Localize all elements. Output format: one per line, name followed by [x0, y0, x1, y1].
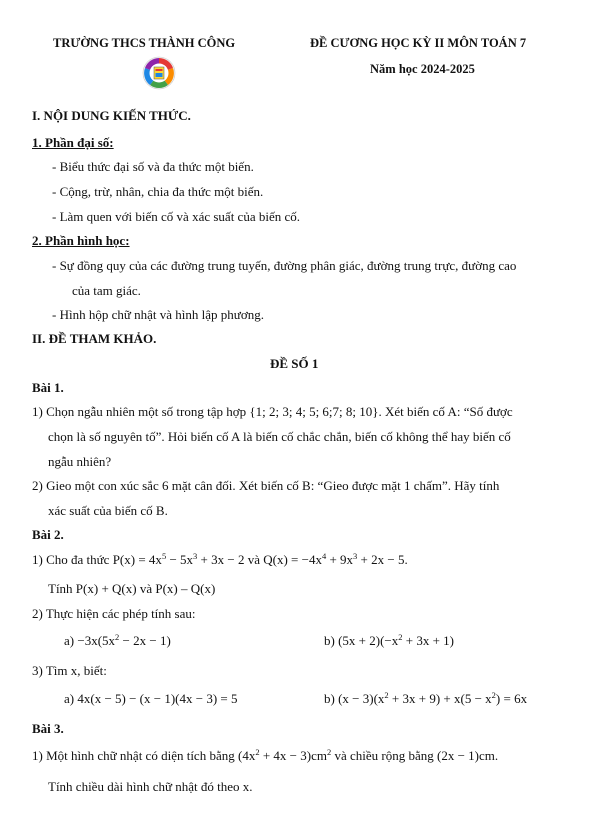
bai-3-q1-line — [32, 748, 498, 764]
bai-2-q3-label: 3) Tìm x, biết: — [32, 663, 107, 678]
expression-q2a: $-3x(5x^2 - 2x - 1)$ — [77, 632, 171, 648]
list-item: - Hình hộp chữ nhật và hình lập phương. — [52, 307, 264, 322]
bai-2-title: Bài 2. — [32, 527, 64, 542]
bai-1-q1-line1: 1) Chọn ngẫu nhiên một số trong tập hợp {1; 2; 3; 4; 5; 6;7; 8; 10}. Xét biến cố A: “Số được — [32, 404, 513, 419]
width-expression: (2x − 1) — [437, 748, 479, 763]
list-item: - Cộng, trừ, nhân, chia đa thức một biến. — [52, 184, 264, 199]
list-item: - Biểu thức đại số và đa thức một biến. — [52, 159, 254, 174]
bai-3-q1-prefix: 1) Một hình chữ nhật có diện tích bằng — [32, 748, 235, 763]
geometry-heading: 2. Phần hình học: — [32, 233, 130, 248]
bai-2-q1-line — [32, 552, 408, 568]
bai-2-q3b — [324, 691, 527, 707]
bai-1-q2-line1: 2) Gieo một con xúc sắc 6 mặt cân đối. Xét biến cố B: “Gieo được mặt 1 chấm”. Hãy tính — [32, 478, 500, 493]
bai-2-q2b-label: b) — [324, 633, 335, 648]
bai-2-q2-label: 2) Thực hiện các phép tính sau: — [32, 606, 196, 621]
polynomial-q: $Q(x) = -4x^4 + 9x^3 + 2x - 5$. — [263, 551, 408, 567]
bai-1-q2-line2: xác suất của biến cố B. — [48, 503, 168, 518]
expression-q2b: $(5x + 2)(-x^2 + 3x + 1)$ — [338, 632, 454, 648]
area-expression: $(4x^2 + 4x - 3)$ — [237, 747, 312, 763]
algebra-heading: 1. Phần đại số: — [32, 135, 114, 150]
school-year: Năm học 2024-2025 — [370, 62, 475, 76]
exam-title: ĐỀ SỐ 1 — [270, 356, 319, 371]
bai-2-q3a-label: a) — [64, 691, 75, 706]
unit-superscript: 2 — [326, 747, 332, 757]
equation-q3a: 4x(x − 5) − (x − 1)(4x − 3) = 5 — [77, 691, 238, 706]
bai-2-q1-prefix: 1) Cho đa thức — [32, 552, 110, 567]
document-title: ĐỀ CƯƠNG HỌC KỲ II MÔN TOÁN 7 — [310, 36, 527, 50]
bai-2-q3b-label: b) — [324, 691, 335, 706]
bai-3-title: Bài 3. — [32, 721, 64, 736]
school-name: TRƯỜNG THCS THÀNH CÔNG — [53, 36, 236, 50]
bai-2-q2a — [64, 633, 171, 649]
bai-3-q1-mid: và chiều rộng bằng — [334, 748, 434, 763]
bai-2-q3a — [64, 691, 238, 707]
bai-1-q1-line3: ngẫu nhiên? — [48, 454, 112, 469]
list-item-continuation: của tam giác. — [72, 283, 141, 298]
bai-3-q1-line2: Tính chiều dài hình chữ nhật đó theo x. — [48, 779, 253, 794]
bai-2-q2b — [324, 633, 454, 649]
section-1-heading: I. NỘI DUNG KIẾN THỨC. — [32, 108, 191, 123]
bai-2-q2a-label: a) — [64, 633, 75, 648]
bai-1-q1-line2: chọn là số nguyên tố”. Hỏi biến cố A là biến cố chắc chắn, biến cố không thể hay biến cố — [48, 429, 511, 444]
bai-3-unit-length: cm. — [479, 748, 499, 763]
bai-3-unit-area: cm — [311, 748, 327, 763]
section-2-heading: II. ĐỀ THAM KHẢO. — [32, 331, 157, 346]
polynomial-p: $P(x) = 4x^5 - 5x^3 + 3x - 2$ — [112, 551, 245, 567]
equation-q3b: $(x - 3)(x^2 + 3x + 9) + x(5 - x^2) = 6x$ — [338, 690, 528, 706]
bai-1-title: Bài 1. — [32, 380, 64, 395]
list-item: - Sự đồng quy của các đường trung tuyến, đường phân giác, đường trung trực, đường cao — [52, 258, 517, 273]
bai-2-q1-and: và — [247, 552, 260, 567]
list-item: - Làm quen với biến cố và xác suất của biến cố. — [52, 209, 301, 224]
bai-2-q1-task: Tính P(x) + Q(x) và P(x) – Q(x) — [48, 581, 216, 596]
school-logo-icon — [142, 56, 176, 90]
